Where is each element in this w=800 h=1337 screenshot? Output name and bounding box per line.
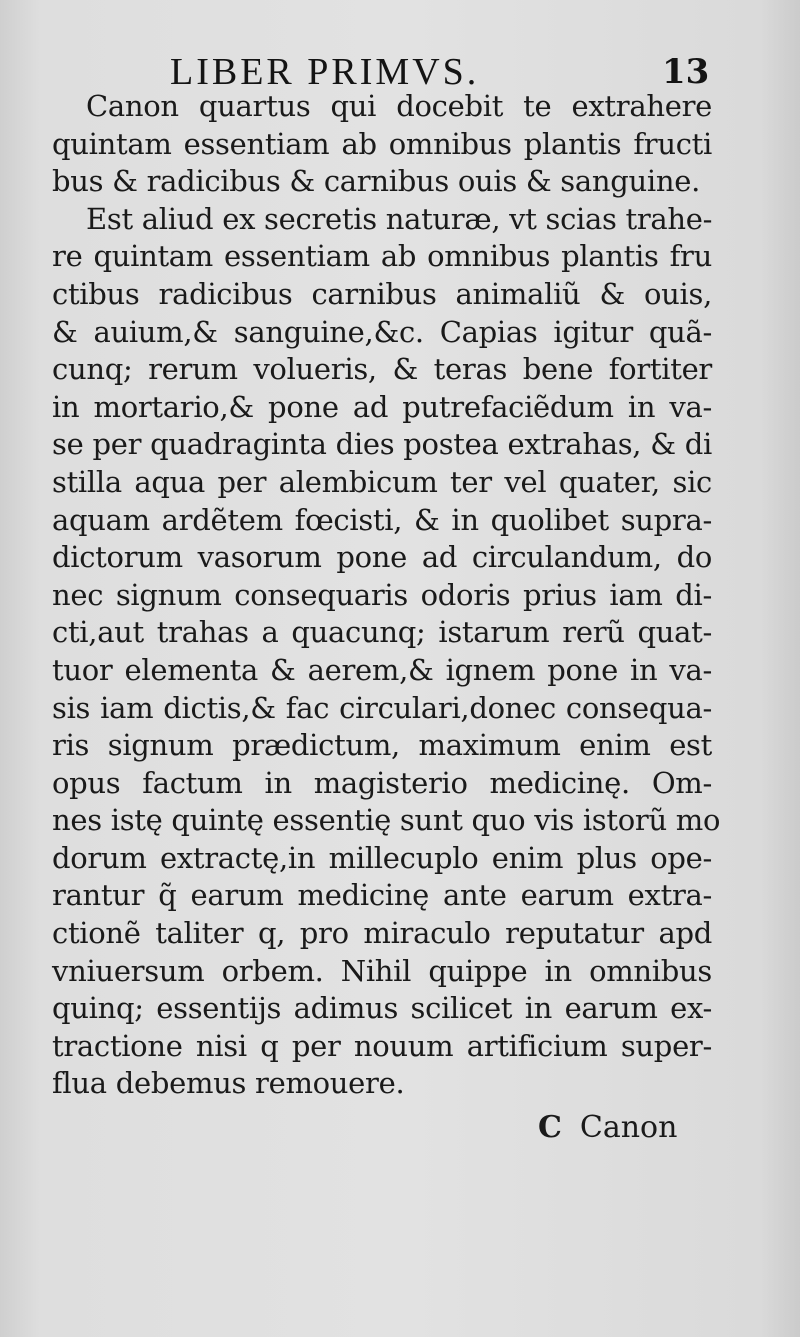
text-line: cunq; rerum volueris, & teras bene fortiter [52, 352, 712, 387]
text-line: se per quadraginta dies postea extrahas, & di [52, 427, 712, 462]
text-line: in mortario,& pone ad putrefaciẽdum in va- [52, 389, 712, 424]
text-line: cti,aut trahas a quacunq; istarum rerũ quat- [52, 615, 712, 650]
text-line: quintam essentiam ab omnibus plantis fructi [52, 126, 712, 161]
text-line: nec signum consequaris odoris prius iam di- [52, 577, 712, 612]
body-text [52, 88, 721, 1103]
text-line: re quintam essentiam ab omnibus plantis fru [52, 239, 712, 274]
catchword [538, 1110, 677, 1145]
text-line: opus factum in magisterio medicinę. Om- [52, 765, 712, 800]
text-line: Canon quartus qui docebit te extrahere [86, 89, 712, 123]
catchword-text: Canon [579, 1110, 678, 1145]
text-line: nes istę quintę essentię sunt quo vis istorũ mo [52, 803, 721, 838]
text-line: ctionẽ taliter q, pro miraculo reputatur apd [52, 916, 712, 951]
text-line: bus & radicibus & carnibus ouis & sanguine. [52, 164, 701, 199]
text-line: stilla aqua per alembicum ter vel quater, sic [52, 464, 712, 499]
text-line: tuor elementa & aerem,& ignem pone in va- [52, 652, 712, 687]
text-line: ris signum prædictum, maximum enim est [52, 728, 712, 763]
paragraph-mark: C [538, 1110, 562, 1145]
text-line: quinq; essentijs adimus scilicet in earum ex- [52, 991, 712, 1026]
text-line: Est aliud ex secretis naturæ, vt scias trahe- [86, 201, 713, 236]
text-line: vniuersum orbem. Nihil quippe in omnibus [52, 953, 712, 988]
text-line: flua debemus remouere. [52, 1066, 405, 1101]
text-line: dorum extractę,in millecuplo enim plus ope- [52, 840, 712, 875]
text-line: & auium,& sanguine,&c. Capias igitur quã- [52, 314, 712, 349]
text-line: aquam ardẽtem fœcisti, & in quolibet supra- [52, 502, 712, 537]
text-line: rantur q̃ earum medicinę ante earum extra- [52, 878, 712, 913]
running-head-title: LIBER PRIMVS. [170, 51, 480, 93]
text-line: dictorum vasorum pone ad circulandum, do [52, 540, 712, 575]
folio-number: 13 [662, 52, 710, 92]
text-line: sis iam dictis,& fac circulari,donec consequa- [52, 690, 712, 725]
text-line: ctibus radicibus carnibus animaliũ & ouis, [52, 276, 712, 311]
text-line: tractione nisi q per nouum artificium super- [52, 1028, 712, 1063]
